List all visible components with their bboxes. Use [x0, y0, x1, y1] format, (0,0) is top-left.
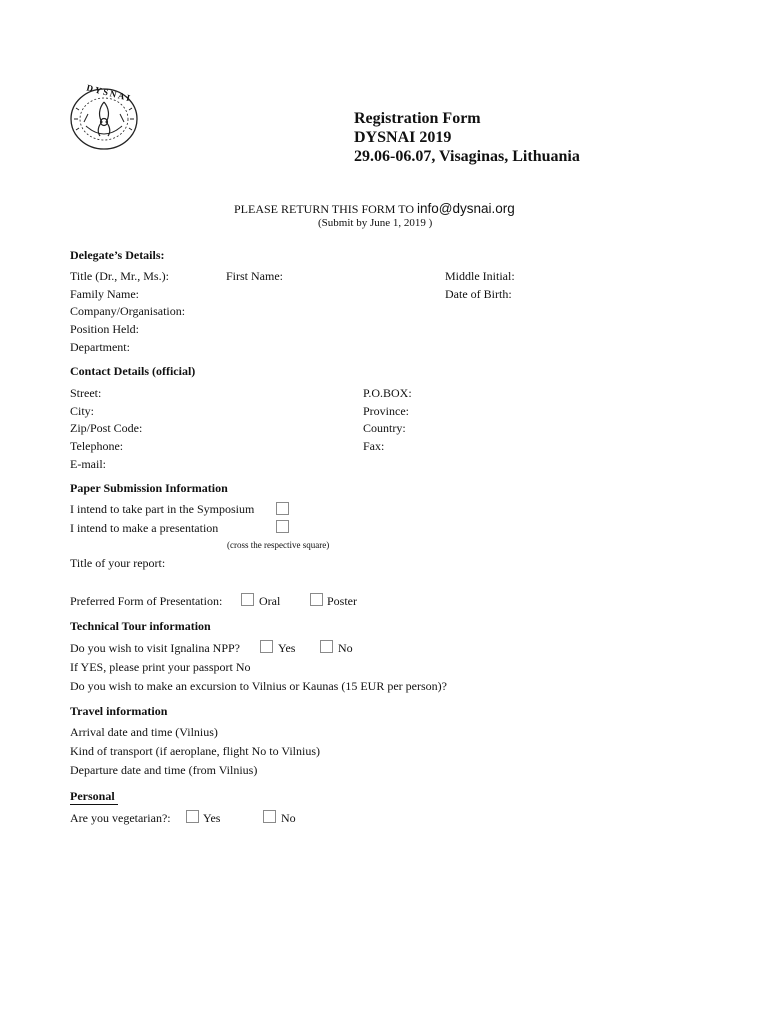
fax-label: Fax:: [363, 439, 385, 453]
contact-heading: Contact Details (official): [70, 364, 196, 378]
oral-label: Oral: [259, 594, 281, 608]
province-label: Province:: [363, 404, 409, 418]
pobox-label: P.O.BOX:: [363, 386, 412, 400]
travel-heading: Travel information: [70, 704, 168, 718]
vegetarian-yes-checkbox[interactable]: [186, 810, 199, 823]
dysnai-logo: [68, 82, 140, 152]
visit-yes-label: Yes: [278, 641, 296, 655]
visit-no-label: No: [338, 641, 353, 655]
symposium-label: I intend to take part in the Symposium: [70, 502, 255, 516]
departure-label: Departure date and time (from Vilnius): [70, 763, 258, 777]
company-label: Company/Organisation:: [70, 304, 186, 318]
street-label: Street:: [70, 386, 102, 400]
vegetarian-no-checkbox[interactable]: [263, 810, 276, 823]
date-of-birth-label: Date of Birth:: [445, 287, 512, 301]
email-label: E-mail:: [70, 457, 106, 471]
telephone-label: Telephone:: [70, 439, 124, 453]
vegetarian-label: Are you vegetarian?:: [70, 811, 171, 825]
family-name-label: Family Name:: [70, 287, 139, 301]
country-label: Country:: [363, 421, 406, 435]
transport-label: Kind of transport (if aeroplane, flight No to Vilnius): [70, 744, 321, 758]
return-text: PLEASE RETURN THIS FORM TO: [234, 202, 418, 216]
department-label: Department:: [70, 340, 130, 354]
cross-note: (cross the respective square): [227, 540, 330, 550]
personal-heading: Personal: [70, 789, 118, 805]
paper-heading: Paper Submission Information: [70, 481, 228, 495]
tour-heading: Technical Tour information: [70, 619, 211, 633]
oral-checkbox[interactable]: [241, 593, 254, 606]
delegate-heading: Delegate’s Details:: [70, 248, 165, 262]
presentation-label: I intend to make a presentation: [70, 521, 219, 535]
vegetarian-no-label: No: [281, 811, 296, 825]
arrival-label: Arrival date and time (Vilnius): [70, 725, 218, 739]
conference-name: DYSNAI 2019: [354, 129, 452, 146]
visit-no-checkbox[interactable]: [320, 640, 333, 653]
excursion-label: Do you wish to make an excursion to Vilnius or Kaunas (15 EUR per person)?: [70, 679, 447, 693]
passport-label: If YES, please print your passport No: [70, 660, 251, 674]
return-instruction: [234, 201, 515, 217]
poster-checkbox[interactable]: [310, 593, 323, 606]
city-label: City:: [70, 404, 95, 418]
presentation-checkbox[interactable]: [276, 520, 289, 533]
position-label: Position Held:: [70, 322, 140, 336]
visit-yes-checkbox[interactable]: [260, 640, 273, 653]
zip-label: Zip/Post Code:: [70, 421, 143, 435]
submit-deadline: (Submit by June 1, 2019 ): [318, 217, 433, 229]
form-title: Registration Form: [354, 110, 481, 127]
preferred-form-label: Preferred Form of Presentation:: [70, 594, 223, 608]
visit-npp-label: Do you wish to visit Ignalina NPP?: [70, 641, 240, 655]
logo-text: DYSNAI: [85, 82, 134, 104]
vegetarian-yes-label: Yes: [203, 811, 221, 825]
conference-dates-location: 29.06-06.07, Visaginas, Lithuania: [354, 148, 580, 165]
symposium-checkbox[interactable]: [276, 502, 289, 515]
return-email[interactable]: info@dysnai.org: [417, 201, 515, 216]
report-title-label: Title of your report:: [70, 556, 166, 570]
title-label: Title (Dr., Mr., Ms.):: [70, 269, 169, 283]
poster-label: Poster: [327, 594, 357, 608]
first-name-label: First Name:: [226, 269, 283, 283]
middle-initial-label: Middle Initial:: [445, 269, 515, 283]
